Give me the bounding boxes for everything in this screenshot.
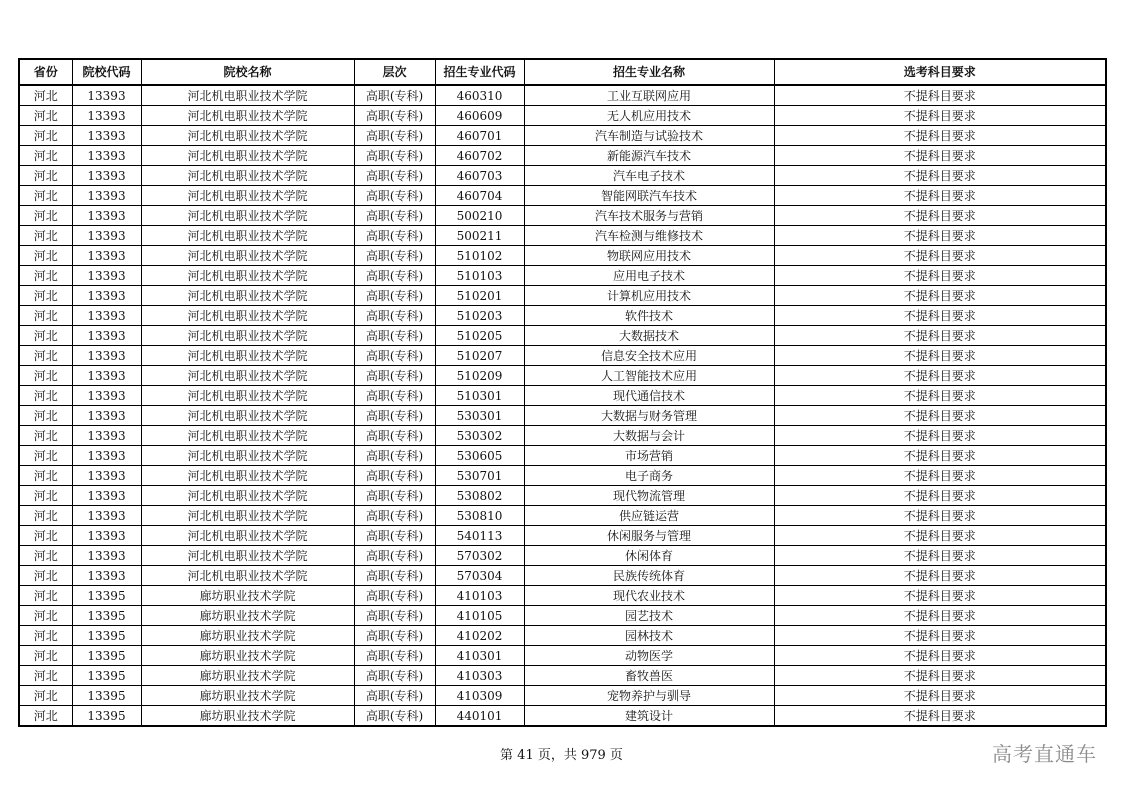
level-cell: 高职(专科) [354, 486, 435, 506]
table-row [19, 186, 1106, 206]
major-name-cell: 休闲体育 [524, 546, 774, 566]
school-name-cell: 河北机电职业技术学院 [141, 246, 354, 266]
column-header-school-code: 院校代码 [72, 59, 141, 85]
school-code-cell: 13393 [72, 446, 141, 466]
school-name-cell: 河北机电职业技术学院 [141, 106, 354, 126]
table-row [19, 706, 1106, 727]
level-cell: 高职(专科) [354, 386, 435, 406]
province-cell: 河北 [19, 126, 72, 146]
school-name-cell: 廊坊职业技术学院 [141, 706, 354, 727]
level-cell: 高职(专科) [354, 446, 435, 466]
school-name-cell: 河北机电职业技术学院 [141, 306, 354, 326]
level-cell: 高职(专科) [354, 266, 435, 286]
subject-requirement-cell: 不提科目要求 [774, 146, 1106, 166]
province-cell: 河北 [19, 266, 72, 286]
level-cell: 高职(专科) [354, 546, 435, 566]
level-cell: 高职(专科) [354, 606, 435, 626]
level-cell: 高职(专科) [354, 426, 435, 446]
province-cell: 河北 [19, 666, 72, 686]
major-code-cell: 510201 [435, 286, 524, 306]
level-cell: 高职(专科) [354, 166, 435, 186]
table-row [19, 626, 1106, 646]
province-cell: 河北 [19, 386, 72, 406]
school-name-cell: 河北机电职业技术学院 [141, 206, 354, 226]
table-row [19, 246, 1106, 266]
school-code-cell: 13393 [72, 566, 141, 586]
province-cell: 河北 [19, 486, 72, 506]
level-cell: 高职(专科) [354, 666, 435, 686]
major-code-cell: 530302 [435, 426, 524, 446]
column-header-school-name: 院校名称 [141, 59, 354, 85]
table-row [19, 266, 1106, 286]
subject-requirement-cell: 不提科目要求 [774, 85, 1106, 106]
level-cell: 高职(专科) [354, 586, 435, 606]
level-cell: 高职(专科) [354, 186, 435, 206]
major-name-cell: 休闲服务与管理 [524, 526, 774, 546]
school-name-cell: 河北机电职业技术学院 [141, 186, 354, 206]
enrollment-table [18, 58, 1107, 727]
school-code-cell: 13393 [72, 506, 141, 526]
school-name-cell: 河北机电职业技术学院 [141, 326, 354, 346]
level-cell: 高职(专科) [354, 646, 435, 666]
school-name-cell: 河北机电职业技术学院 [141, 566, 354, 586]
school-name-cell: 廊坊职业技术学院 [141, 586, 354, 606]
subject-requirement-cell: 不提科目要求 [774, 686, 1106, 706]
level-cell: 高职(专科) [354, 146, 435, 166]
province-cell: 河北 [19, 146, 72, 166]
level-cell: 高职(专科) [354, 306, 435, 326]
table-row [19, 446, 1106, 466]
table-row [19, 106, 1106, 126]
major-code-cell: 460703 [435, 166, 524, 186]
school-code-cell: 13395 [72, 666, 141, 686]
table-row [19, 506, 1106, 526]
province-cell: 河北 [19, 606, 72, 626]
school-code-cell: 13393 [72, 266, 141, 286]
major-name-cell: 软件技术 [524, 306, 774, 326]
school-code-cell: 13395 [72, 626, 141, 646]
school-name-cell: 河北机电职业技术学院 [141, 126, 354, 146]
school-code-cell: 13395 [72, 646, 141, 666]
subject-requirement-cell: 不提科目要求 [774, 406, 1106, 426]
school-code-cell: 13393 [72, 106, 141, 126]
major-code-cell: 410301 [435, 646, 524, 666]
major-name-cell: 现代物流管理 [524, 486, 774, 506]
major-name-cell: 大数据与会计 [524, 426, 774, 446]
school-code-cell: 13393 [72, 486, 141, 506]
major-code-cell: 530301 [435, 406, 524, 426]
province-cell: 河北 [19, 166, 72, 186]
table-row [19, 226, 1106, 246]
column-header-level: 层次 [354, 59, 435, 85]
school-code-cell: 13393 [72, 546, 141, 566]
major-name-cell: 汽车电子技术 [524, 166, 774, 186]
level-cell: 高职(专科) [354, 85, 435, 106]
level-cell: 高职(专科) [354, 106, 435, 126]
major-code-cell: 510203 [435, 306, 524, 326]
major-code-cell: 530701 [435, 466, 524, 486]
major-code-cell: 410309 [435, 686, 524, 706]
subject-requirement-cell: 不提科目要求 [774, 166, 1106, 186]
province-cell: 河北 [19, 646, 72, 666]
school-code-cell: 13393 [72, 166, 141, 186]
subject-requirement-cell: 不提科目要求 [774, 306, 1106, 326]
subject-requirement-cell: 不提科目要求 [774, 466, 1106, 486]
page-number: 第 41 页，共 979 页 [500, 748, 623, 763]
major-name-cell: 汽车制造与试验技术 [524, 126, 774, 146]
province-cell: 河北 [19, 206, 72, 226]
school-code-cell: 13393 [72, 246, 141, 266]
level-cell: 高职(专科) [354, 206, 435, 226]
column-header-province: 省份 [19, 59, 72, 85]
table-row [19, 646, 1106, 666]
table-row [19, 426, 1106, 446]
school-code-cell: 13393 [72, 326, 141, 346]
major-name-cell: 供应链运营 [524, 506, 774, 526]
school-code-cell: 13393 [72, 366, 141, 386]
major-name-cell: 电子商务 [524, 466, 774, 486]
level-cell: 高职(专科) [354, 406, 435, 426]
school-name-cell: 廊坊职业技术学院 [141, 666, 354, 686]
school-name-cell: 河北机电职业技术学院 [141, 486, 354, 506]
province-cell: 河北 [19, 426, 72, 446]
subject-requirement-cell: 不提科目要求 [774, 606, 1106, 626]
major-name-cell: 建筑设计 [524, 706, 774, 727]
table-row [19, 366, 1106, 386]
school-name-cell: 河北机电职业技术学院 [141, 406, 354, 426]
major-code-cell: 510207 [435, 346, 524, 366]
major-code-cell: 460704 [435, 186, 524, 206]
major-name-cell: 智能网联汽车技术 [524, 186, 774, 206]
level-cell: 高职(专科) [354, 246, 435, 266]
level-cell: 高职(专科) [354, 626, 435, 646]
province-cell: 河北 [19, 346, 72, 366]
subject-requirement-cell: 不提科目要求 [774, 186, 1106, 206]
level-cell: 高职(专科) [354, 706, 435, 727]
major-code-cell: 540113 [435, 526, 524, 546]
school-name-cell: 廊坊职业技术学院 [141, 646, 354, 666]
province-cell: 河北 [19, 706, 72, 727]
subject-requirement-cell: 不提科目要求 [774, 546, 1106, 566]
school-code-cell: 13393 [72, 406, 141, 426]
province-cell: 河北 [19, 566, 72, 586]
province-cell: 河北 [19, 686, 72, 706]
column-header-major-code: 招生专业代码 [435, 59, 524, 85]
table-row [19, 546, 1106, 566]
subject-requirement-cell: 不提科目要求 [774, 286, 1106, 306]
school-code-cell: 13393 [72, 286, 141, 306]
major-name-cell: 民族传统体育 [524, 566, 774, 586]
table-row [19, 326, 1106, 346]
table-row [19, 406, 1106, 426]
table-row [19, 566, 1106, 586]
major-name-cell: 大数据与财务管理 [524, 406, 774, 426]
province-cell: 河北 [19, 306, 72, 326]
school-code-cell: 13393 [72, 206, 141, 226]
subject-requirement-cell: 不提科目要求 [774, 206, 1106, 226]
province-cell: 河北 [19, 586, 72, 606]
school-name-cell: 河北机电职业技术学院 [141, 286, 354, 306]
major-code-cell: 460609 [435, 106, 524, 126]
major-code-cell: 460702 [435, 146, 524, 166]
major-name-cell: 工业互联网应用 [524, 85, 774, 106]
school-code-cell: 13393 [72, 85, 141, 106]
major-name-cell: 物联网应用技术 [524, 246, 774, 266]
major-code-cell: 510301 [435, 386, 524, 406]
school-name-cell: 河北机电职业技术学院 [141, 166, 354, 186]
major-code-cell: 440101 [435, 706, 524, 727]
major-code-cell: 410303 [435, 666, 524, 686]
major-code-cell: 410103 [435, 586, 524, 606]
province-cell: 河北 [19, 366, 72, 386]
subject-requirement-cell: 不提科目要求 [774, 446, 1106, 466]
province-cell: 河北 [19, 286, 72, 306]
level-cell: 高职(专科) [354, 506, 435, 526]
subject-requirement-cell: 不提科目要求 [774, 246, 1106, 266]
school-name-cell: 河北机电职业技术学院 [141, 346, 354, 366]
major-code-cell: 530605 [435, 446, 524, 466]
table-row [19, 586, 1106, 606]
school-code-cell: 13393 [72, 306, 141, 326]
school-code-cell: 13393 [72, 186, 141, 206]
major-code-cell: 510102 [435, 246, 524, 266]
province-cell: 河北 [19, 466, 72, 486]
major-code-cell: 510103 [435, 266, 524, 286]
major-name-cell: 无人机应用技术 [524, 106, 774, 126]
school-name-cell: 廊坊职业技术学院 [141, 686, 354, 706]
school-name-cell: 河北机电职业技术学院 [141, 466, 354, 486]
school-code-cell: 13393 [72, 346, 141, 366]
school-code-cell: 13393 [72, 226, 141, 246]
major-code-cell: 500211 [435, 226, 524, 246]
school-name-cell: 河北机电职业技术学院 [141, 266, 354, 286]
major-name-cell: 人工智能技术应用 [524, 366, 774, 386]
column-header-subject-requirement: 选考科目要求 [774, 59, 1106, 85]
major-code-cell: 570302 [435, 546, 524, 566]
subject-requirement-cell: 不提科目要求 [774, 326, 1106, 346]
school-name-cell: 河北机电职业技术学院 [141, 506, 354, 526]
subject-requirement-cell: 不提科目要求 [774, 646, 1106, 666]
major-code-cell: 530810 [435, 506, 524, 526]
school-name-cell: 河北机电职业技术学院 [141, 366, 354, 386]
table-row [19, 386, 1106, 406]
school-code-cell: 13393 [72, 466, 141, 486]
subject-requirement-cell: 不提科目要求 [774, 266, 1106, 286]
table-row [19, 206, 1106, 226]
province-cell: 河北 [19, 526, 72, 546]
subject-requirement-cell: 不提科目要求 [774, 566, 1106, 586]
level-cell: 高职(专科) [354, 326, 435, 346]
table-row [19, 166, 1106, 186]
table-row [19, 126, 1106, 146]
major-name-cell: 新能源汽车技术 [524, 146, 774, 166]
level-cell: 高职(专科) [354, 526, 435, 546]
major-code-cell: 510205 [435, 326, 524, 346]
watermark-logo: 高考直通车 [992, 742, 1097, 766]
major-name-cell: 现代农业技术 [524, 586, 774, 606]
table-row [19, 146, 1106, 166]
table-header-row [19, 59, 1106, 85]
level-cell: 高职(专科) [354, 366, 435, 386]
table-row [19, 466, 1106, 486]
province-cell: 河北 [19, 85, 72, 106]
school-name-cell: 河北机电职业技术学院 [141, 146, 354, 166]
province-cell: 河北 [19, 546, 72, 566]
school-name-cell: 河北机电职业技术学院 [141, 446, 354, 466]
major-name-cell: 应用电子技术 [524, 266, 774, 286]
school-name-cell: 河北机电职业技术学院 [141, 386, 354, 406]
table-row [19, 306, 1106, 326]
subject-requirement-cell: 不提科目要求 [774, 126, 1106, 146]
province-cell: 河北 [19, 446, 72, 466]
province-cell: 河北 [19, 246, 72, 266]
level-cell: 高职(专科) [354, 346, 435, 366]
subject-requirement-cell: 不提科目要求 [774, 626, 1106, 646]
subject-requirement-cell: 不提科目要求 [774, 706, 1106, 727]
level-cell: 高职(专科) [354, 686, 435, 706]
table-body [19, 85, 1106, 726]
table-row [19, 606, 1106, 626]
major-name-cell: 园林技术 [524, 626, 774, 646]
major-code-cell: 410105 [435, 606, 524, 626]
subject-requirement-cell: 不提科目要求 [774, 526, 1106, 546]
major-code-cell: 460310 [435, 85, 524, 106]
major-code-cell: 530802 [435, 486, 524, 506]
major-name-cell: 大数据技术 [524, 326, 774, 346]
major-name-cell: 现代通信技术 [524, 386, 774, 406]
subject-requirement-cell: 不提科目要求 [774, 366, 1106, 386]
subject-requirement-cell: 不提科目要求 [774, 426, 1106, 446]
province-cell: 河北 [19, 626, 72, 646]
table-row [19, 85, 1106, 106]
major-name-cell: 信息安全技术应用 [524, 346, 774, 366]
major-name-cell: 园艺技术 [524, 606, 774, 626]
table-row [19, 346, 1106, 366]
major-code-cell: 510209 [435, 366, 524, 386]
province-cell: 河北 [19, 106, 72, 126]
major-code-cell: 500210 [435, 206, 524, 226]
school-code-cell: 13393 [72, 126, 141, 146]
table-row [19, 286, 1106, 306]
major-code-cell: 570304 [435, 566, 524, 586]
school-name-cell: 河北机电职业技术学院 [141, 426, 354, 446]
province-cell: 河北 [19, 186, 72, 206]
major-code-cell: 460701 [435, 126, 524, 146]
column-header-major-name: 招生专业名称 [524, 59, 774, 85]
province-cell: 河北 [19, 406, 72, 426]
table-row [19, 686, 1106, 706]
province-cell: 河北 [19, 326, 72, 346]
level-cell: 高职(专科) [354, 126, 435, 146]
school-name-cell: 河北机电职业技术学院 [141, 85, 354, 106]
table-row [19, 666, 1106, 686]
school-code-cell: 13393 [72, 526, 141, 546]
major-name-cell: 动物医学 [524, 646, 774, 666]
major-code-cell: 410202 [435, 626, 524, 646]
major-name-cell: 汽车技术服务与营销 [524, 206, 774, 226]
school-code-cell: 13395 [72, 586, 141, 606]
province-cell: 河北 [19, 226, 72, 246]
major-name-cell: 市场营销 [524, 446, 774, 466]
table-row [19, 526, 1106, 546]
subject-requirement-cell: 不提科目要求 [774, 586, 1106, 606]
subject-requirement-cell: 不提科目要求 [774, 346, 1106, 366]
school-name-cell: 河北机电职业技术学院 [141, 226, 354, 246]
subject-requirement-cell: 不提科目要求 [774, 386, 1106, 406]
school-name-cell: 河北机电职业技术学院 [141, 546, 354, 566]
subject-requirement-cell: 不提科目要求 [774, 486, 1106, 506]
level-cell: 高职(专科) [354, 226, 435, 246]
level-cell: 高职(专科) [354, 466, 435, 486]
level-cell: 高职(专科) [354, 286, 435, 306]
school-code-cell: 13395 [72, 686, 141, 706]
school-code-cell: 13393 [72, 146, 141, 166]
province-cell: 河北 [19, 506, 72, 526]
school-name-cell: 河北机电职业技术学院 [141, 526, 354, 546]
major-name-cell: 汽车检测与维修技术 [524, 226, 774, 246]
school-code-cell: 13393 [72, 426, 141, 446]
school-code-cell: 13395 [72, 606, 141, 626]
table-row [19, 486, 1106, 506]
level-cell: 高职(专科) [354, 566, 435, 586]
major-name-cell: 宠物养护与驯导 [524, 686, 774, 706]
major-name-cell: 计算机应用技术 [524, 286, 774, 306]
school-name-cell: 廊坊职业技术学院 [141, 606, 354, 626]
subject-requirement-cell: 不提科目要求 [774, 666, 1106, 686]
school-code-cell: 13395 [72, 706, 141, 727]
subject-requirement-cell: 不提科目要求 [774, 106, 1106, 126]
school-name-cell: 廊坊职业技术学院 [141, 626, 354, 646]
school-code-cell: 13393 [72, 386, 141, 406]
subject-requirement-cell: 不提科目要求 [774, 226, 1106, 246]
subject-requirement-cell: 不提科目要求 [774, 506, 1106, 526]
major-name-cell: 畜牧兽医 [524, 666, 774, 686]
